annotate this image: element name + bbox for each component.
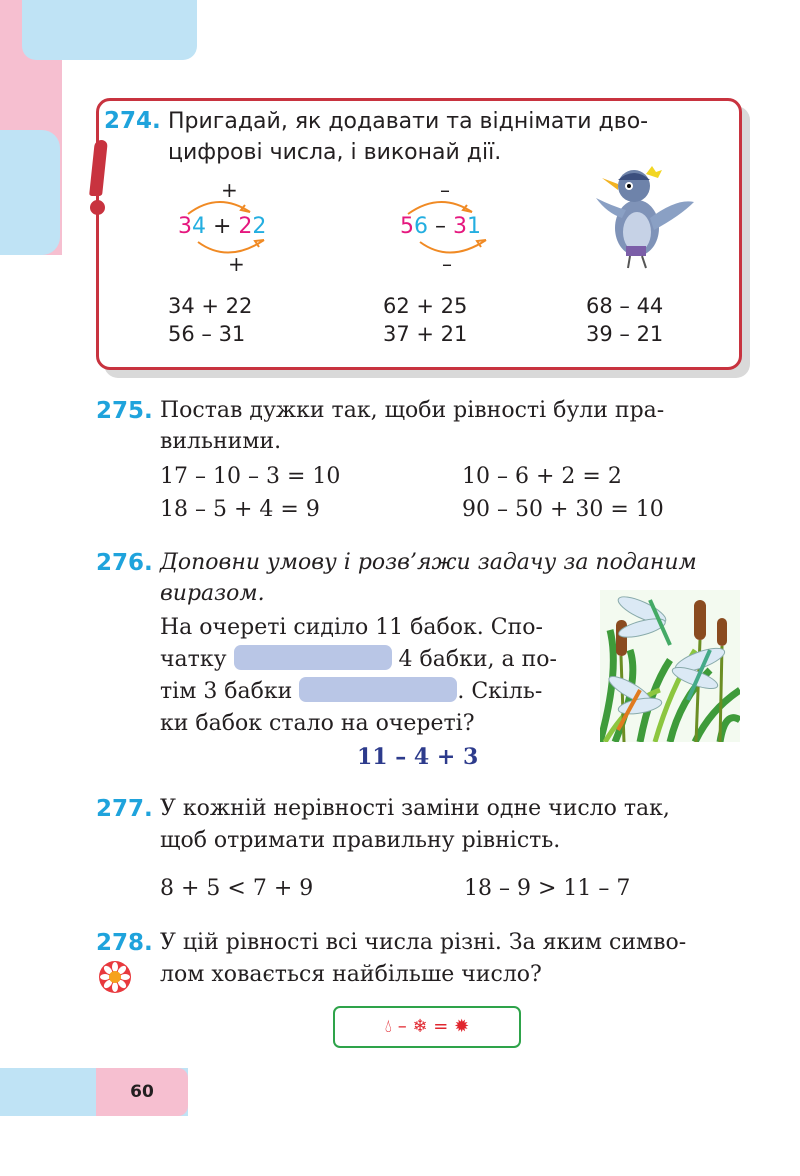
minus-sign: – [397,1016,407,1037]
task-275-eq2: 10 – 6 + 2 = 2 [462,464,622,489]
equals-sign: = [433,1016,449,1037]
task-275-text-line1: Постав дужки так, щоби рівності були пра- [160,398,665,423]
plus-bottom-sign: + [228,252,245,276]
task-276-number: 276. [96,550,153,576]
plus-top-sign: + [221,178,238,202]
task-277-text-line2: щоб отримати правильну рівність. [160,828,561,853]
minus-bottom-sign: – [442,252,452,276]
task-277-inequality-2: 18 – 9 > 11 – 7 [464,876,631,901]
task-275-number: 275. [96,398,153,424]
snowflake-icon: ❄ [412,1016,428,1037]
task-276-instruction-line1: Доповни умову і розв’яжи задачу за поданим [160,550,697,575]
task-275-eq1: 17 – 10 – 3 = 10 [160,464,341,489]
blank-field-2[interactable] [299,677,457,702]
task-276-expression: 11 – 4 + 3 [357,744,479,770]
task-274-col3 [586,292,663,348]
task-276-line1: На очереті сиділо 11 бабок. Спо- [160,615,543,640]
page-number: 60 [96,1068,188,1116]
task-274-text-line1: Пригадай, як додавати та віднімати дво- [168,109,649,134]
symbol-equation-box [333,1006,521,1048]
bird-illustration [582,158,702,273]
task-277-text-line1: У кожній нерівності заміни одне число так, [160,796,670,821]
subtraction-expression: 56 – 31 [400,214,481,239]
blank-field-1[interactable] [234,645,392,670]
task-274-col1 [168,292,252,348]
subtraction-example [390,176,510,276]
col2-item-2: 37 + 21 [383,322,468,346]
task-276-instruction-line2: виразом. [160,581,265,606]
task-275-eq3: 18 – 5 + 4 = 9 [160,497,320,522]
task-278-text-line2: лом ховається найбільше число? [160,962,542,987]
col2-item-1: 62 + 25 [383,294,468,318]
task-276-line2: чатку 4 бабки, а по- [160,647,557,672]
task-278-text-line1: У цій рівності всі числа різні. За яким симво- [160,930,687,955]
task-275-text-line2: вильними. [160,429,282,454]
dragonflies-illustration [600,590,740,742]
flower-icon [98,960,132,994]
drop-icon: 💧︎ [384,1016,392,1037]
task-275-eq4: 90 – 50 + 30 = 10 [462,497,664,522]
col1-item-2: 56 – 31 [168,322,246,346]
task-274-col2 [383,292,467,348]
task-274-number: 274. [104,108,161,134]
corner-decoration-blue [22,0,197,60]
task-277-number: 277. [96,796,153,822]
task-277-inequality-1: 8 + 5 < 7 + 9 [160,876,314,901]
task-274-text-line2: цифрові числа, і виконай дії. [168,140,502,165]
addition-example [168,176,288,276]
side-decoration-blue [0,130,60,255]
col3-item-1: 68 – 44 [586,294,664,318]
col1-item-1: 34 + 22 [168,294,253,318]
addition-expression: 34 + 22 [178,214,267,239]
task-278-number: 278. [96,930,153,956]
col3-item-2: 39 – 21 [586,322,664,346]
exclamation-dot-icon [90,200,105,215]
star-burst-icon: ✹ [454,1016,470,1037]
minus-top-sign: – [440,178,450,202]
task-276-line4: ки бабок стало на очереті? [160,711,475,736]
task-276-line3: тім 3 бабки . Скіль- [160,679,543,704]
